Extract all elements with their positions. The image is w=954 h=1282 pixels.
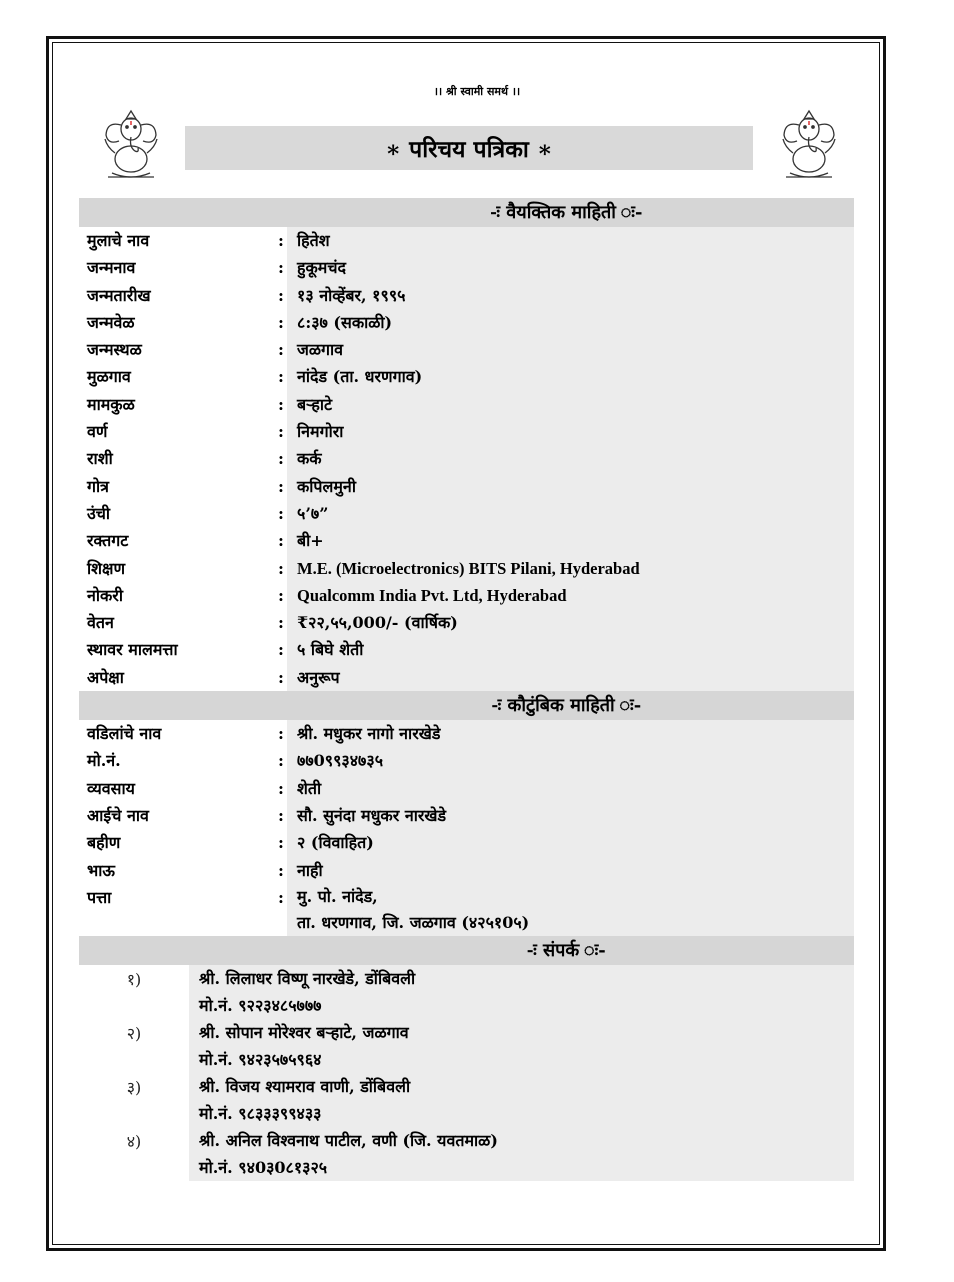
field-value: नाही <box>287 857 854 884</box>
colon-separator: : <box>275 500 287 527</box>
field-label: जन्मनाव <box>79 254 275 281</box>
detail-row <box>79 500 854 527</box>
contact-phone: मो.नं. ९४२३५७५९६४ <box>199 1049 322 1069</box>
contact-number: १) <box>79 965 189 1019</box>
field-value: ८:३७ (सकाळी) <box>287 309 854 336</box>
field-label: जन्मतारीख <box>79 282 275 309</box>
field-value: नांदेड (ता. धरणगाव) <box>287 363 854 390</box>
contact-details <box>189 965 854 1019</box>
detail-row <box>79 747 854 774</box>
colon-separator: : <box>275 418 287 445</box>
colon-separator: : <box>275 802 287 829</box>
contact-details <box>189 1127 854 1181</box>
field-value: ₹२२,५५,000/- (वार्षिक) <box>287 609 854 636</box>
contact-phone: मो.नं. ९४0३0८१३२५ <box>199 1157 328 1177</box>
field-value: बी+ <box>287 527 854 554</box>
field-value: निमगोरा <box>287 418 854 445</box>
field-value: शेती <box>287 775 854 802</box>
personal-details <box>79 227 854 691</box>
colon-separator: : <box>275 391 287 418</box>
field-label: मुळगाव <box>79 363 275 390</box>
contact-item <box>79 1073 854 1127</box>
field-label: भाऊ <box>79 857 275 884</box>
contact-number: २) <box>79 1019 189 1073</box>
detail-row <box>79 473 854 500</box>
invocation-text: ।। श्री स्वामी समर्थ ।। <box>433 85 521 98</box>
ganesha-icon <box>778 107 840 181</box>
field-label: स्थावर मालमत्ता <box>79 636 275 663</box>
detail-row <box>79 527 854 554</box>
detail-row <box>79 582 854 609</box>
colon-separator: : <box>275 720 287 747</box>
field-value: बऱ्हाटे <box>287 391 854 418</box>
contact-details <box>189 1019 854 1073</box>
field-value: Qualcomm India Pvt. Ltd, Hyderabad <box>287 582 854 609</box>
contact-name: श्री. अनिल विश्वनाथ पाटील, वणी (जि. यवतमाळ) <box>199 1130 498 1150</box>
colon-separator: : <box>275 829 287 856</box>
field-value: हुकूमचंद <box>287 254 854 281</box>
contact-phone: मो.नं. ९२२३४८५७७७ <box>199 995 322 1015</box>
colon-separator: : <box>275 857 287 884</box>
detail-row <box>79 282 854 309</box>
contact-number: ३) <box>79 1073 189 1127</box>
field-value: १३ नोव्हेंबर, १९९५ <box>287 282 854 309</box>
field-label: रक्तगट <box>79 527 275 554</box>
family-details <box>79 720 854 884</box>
field-label: मो.नं. <box>79 747 275 774</box>
field-value: अनुरूप <box>287 664 854 691</box>
colon-separator: : <box>275 884 287 936</box>
field-label: अपेक्षा <box>79 664 275 691</box>
colon-separator: : <box>275 582 287 609</box>
colon-separator: : <box>275 282 287 309</box>
field-label: व्यवसाय <box>79 775 275 802</box>
field-label: जन्मस्थळ <box>79 336 275 363</box>
detail-row <box>79 775 854 802</box>
personal-section-heading: -ः वैयक्तिक माहिती ः- <box>79 198 854 227</box>
field-value: जळगाव <box>287 336 854 363</box>
field-label: वर्ण <box>79 418 275 445</box>
detail-row <box>79 636 854 663</box>
biodata-content <box>79 198 854 1181</box>
field-label: मुलाचे नाव <box>79 227 275 254</box>
contact-details <box>189 1073 854 1127</box>
detail-row <box>79 720 854 747</box>
colon-separator: : <box>275 227 287 254</box>
address-line-1: मु. पो. नांदेड, <box>297 886 378 906</box>
field-label: शिक्षण <box>79 555 275 582</box>
field-label: वेतन <box>79 609 275 636</box>
field-label: नोकरी <box>79 582 275 609</box>
contact-item <box>79 1019 854 1073</box>
field-label: बहीण <box>79 829 275 856</box>
colon-separator: : <box>275 609 287 636</box>
colon-separator: : <box>275 555 287 582</box>
field-value: ७७0९९३४७३५ <box>287 747 854 774</box>
contact-list <box>79 965 854 1181</box>
detail-row <box>79 664 854 691</box>
ganesha-icon <box>100 107 162 181</box>
colon-separator: : <box>275 254 287 281</box>
detail-row <box>79 418 854 445</box>
contact-section-heading: -ः संपर्क ः- <box>79 936 854 965</box>
field-value: M.E. (Microelectronics) BITS Pilani, Hyderabad <box>287 555 854 582</box>
detail-row <box>79 227 854 254</box>
contact-name: श्री. लिलाधर विष्णू नारखेडे, डोंबिवली <box>199 968 416 988</box>
colon-separator: : <box>275 445 287 472</box>
field-value: ५ बिघे शेती <box>287 636 854 663</box>
family-section-heading: -ः कौटुंबिक माहिती ः- <box>79 691 854 720</box>
detail-row <box>79 829 854 856</box>
colon-separator: : <box>275 473 287 500</box>
field-label: उंची <box>79 500 275 527</box>
contact-name: श्री. विजय श्यामराव वाणी, डोंबिवली <box>199 1076 411 1096</box>
field-label: जन्मवेळ <box>79 309 275 336</box>
contact-phone: मो.नं. ९८३३३९९४३३ <box>199 1103 322 1123</box>
field-label: मामकुळ <box>79 391 275 418</box>
colon-separator: : <box>275 775 287 802</box>
contact-number: ४) <box>79 1127 189 1181</box>
detail-row <box>79 363 854 390</box>
document-title: ∗ परिचय पत्रिका ∗ <box>185 126 753 170</box>
contact-name: श्री. सोपान मोरेश्वर बऱ्हाटे, जळगाव <box>199 1022 409 1042</box>
detail-row <box>79 309 854 336</box>
detail-row <box>79 802 854 829</box>
contact-item <box>79 965 854 1019</box>
field-value: ५’७” <box>287 500 854 527</box>
detail-row <box>79 609 854 636</box>
colon-separator: : <box>275 636 287 663</box>
address-line-2: ता. धरणगाव, जि. जळगाव (४२५१0५) <box>297 912 530 932</box>
address-row <box>79 884 854 936</box>
field-value <box>287 884 854 936</box>
detail-row <box>79 555 854 582</box>
field-value: श्री. मधुकर नागो नारखेडे <box>287 720 854 747</box>
field-value: कर्क <box>287 445 854 472</box>
colon-separator: : <box>275 664 287 691</box>
field-value: हितेश <box>287 227 854 254</box>
detail-row <box>79 445 854 472</box>
field-label: राशी <box>79 445 275 472</box>
field-label: आईचे नाव <box>79 802 275 829</box>
colon-separator: : <box>275 747 287 774</box>
detail-row <box>79 857 854 884</box>
contact-item <box>79 1127 854 1181</box>
colon-separator: : <box>275 527 287 554</box>
field-value: सौ. सुनंदा मधुकर नारखेडे <box>287 802 854 829</box>
colon-separator: : <box>275 363 287 390</box>
detail-row <box>79 391 854 418</box>
field-value: २ (विवाहित) <box>287 829 854 856</box>
detail-row <box>79 254 854 281</box>
field-value: कपिलमुनी <box>287 473 854 500</box>
field-label: गोत्र <box>79 473 275 500</box>
field-label: पत्ता <box>79 884 275 936</box>
field-label: वडिलांचे नाव <box>79 720 275 747</box>
colon-separator: : <box>275 309 287 336</box>
colon-separator: : <box>275 336 287 363</box>
detail-row <box>79 336 854 363</box>
